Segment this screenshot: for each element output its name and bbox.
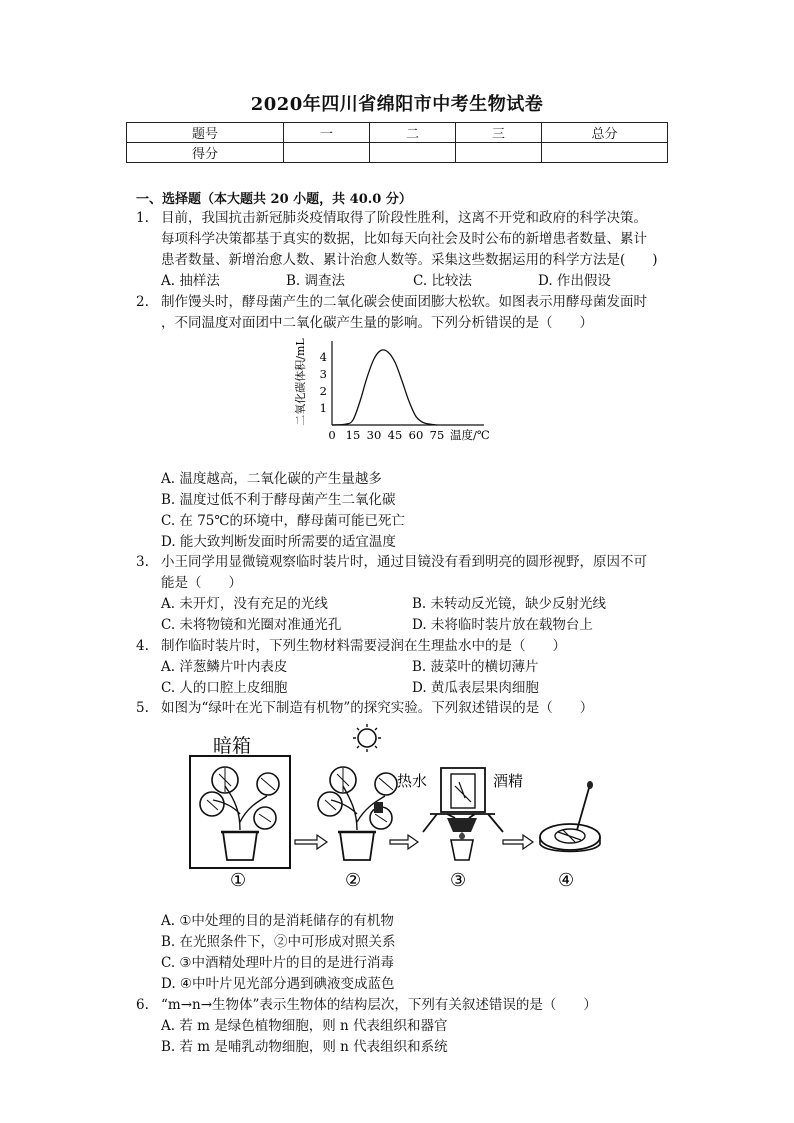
- alcohol-label: 酒精: [493, 772, 524, 790]
- option-c: C. 未将物镜和光圈对准通光孔: [161, 617, 342, 633]
- arrow-icon: [503, 835, 533, 849]
- co2-curve: [332, 350, 437, 425]
- score-table-score-row: [127, 143, 668, 163]
- score-cell: [284, 143, 370, 163]
- stem-line: 如图为“绿叶在光下制造有机物”的探究实验。下列叙述错误的是（ ）: [161, 700, 594, 716]
- stem-line: 每项科学决策都基于真实的数据，比如每天向社会及时公布的新增患者数量、累计: [161, 231, 647, 247]
- stem-line: 能是（ ）: [161, 575, 242, 591]
- score-header-cell: 总分: [542, 123, 668, 143]
- option-a: A. 洋葱鳞片叶内表皮: [161, 659, 288, 675]
- x-tick-label: 45: [387, 428, 403, 442]
- x-axis-label: 温度/℃: [450, 428, 490, 442]
- chart-axes: [332, 341, 484, 425]
- question-number: 6.: [136, 997, 149, 1013]
- plant-icon: [200, 767, 279, 830]
- hot-water-label: 热水: [397, 772, 428, 790]
- stem-line: “m→n→生物体”表示生物体的结构层次，下列有关叙述错误的是（ ）: [161, 997, 597, 1013]
- score-row-label: 得分: [127, 143, 284, 163]
- step-3-water-bath: [397, 768, 523, 860]
- stem-line: ，不同温度对面团中二氧化碳产生量的影响。下列分析错误的是（ ）: [161, 315, 593, 331]
- option-d: D. 未将临时装片放在载物台上: [412, 617, 593, 633]
- option-b: B. 调查法: [286, 273, 346, 289]
- option-a: A. 若 m 是绿色植物细胞，则 n 代表组织和器官: [161, 1018, 448, 1034]
- score-header-cell: 二: [370, 123, 456, 143]
- question-number: 3.: [136, 554, 149, 570]
- score-table: [126, 122, 668, 163]
- option-d: D. 作出假设: [538, 273, 611, 289]
- option-a: A. 未开灯，没有充足的光线: [161, 596, 328, 612]
- option-c: C. 人的口腔上皮细胞: [161, 680, 288, 696]
- question-number: 4.: [136, 638, 149, 654]
- asbestos-net-icon: [447, 818, 477, 832]
- question-stem: [161, 995, 671, 1016]
- step-1-dark-box: [190, 735, 290, 868]
- page-title: 2020年四川省绵阳市中考生物试卷: [250, 94, 544, 115]
- y-tick-label: 4: [319, 350, 327, 365]
- step-label: ③: [450, 870, 467, 891]
- chart-ticks: [320, 350, 445, 442]
- option-c: C. 在 75℃的环境中，酵母菌可能已死亡: [161, 513, 406, 529]
- score-table-header-row: [127, 123, 668, 143]
- question-stem: [161, 636, 671, 657]
- stem-line: 患者数量、新增治愈人数、累计治愈人数等。采集这些数据运用的科学方法是( ): [161, 252, 658, 268]
- photosynthesis-experiment-figure: [185, 722, 615, 892]
- arrow-icon: [295, 835, 327, 849]
- stem-line: 制作临时装片时，下列生物材料需要浸润在生理盐水中的是（ ）: [161, 638, 566, 654]
- option-a: A. 温度越高，二氧化碳的产生量越多: [161, 471, 382, 487]
- dark-box-label: 暗箱: [213, 735, 252, 757]
- pot-icon: [223, 832, 257, 860]
- question-stem: [161, 292, 671, 334]
- score-cell: [542, 143, 668, 163]
- option-b: B. 在光照条件下，②中可形成对照关系: [161, 934, 396, 950]
- sun-icon: [353, 724, 381, 752]
- question-stem: [161, 208, 671, 271]
- x-tick-label: 30: [366, 428, 382, 442]
- step-2-light: [318, 724, 397, 860]
- y-tick-label: 1: [319, 401, 327, 416]
- score-header-cell: 一: [284, 123, 370, 143]
- score-cell: [456, 143, 542, 163]
- stem-line: 小王同学用显微镜观察临时装片时，通过目镜没有看到明亮的圆形视野，原因不可: [161, 554, 647, 570]
- section-heading: 一、选择题（本大题共 20 小题，共 40.0 分）: [136, 192, 412, 207]
- option-b: B. 菠菜叶的横切薄片: [412, 659, 539, 675]
- x-tick-label: 0: [328, 428, 336, 442]
- y-tick-label: 3: [319, 367, 327, 382]
- question-number: 2.: [136, 294, 149, 310]
- step-label: ④: [558, 870, 575, 891]
- black-paper-icon: [374, 802, 383, 813]
- question-number: 5.: [136, 700, 149, 716]
- stem-line: 目前，我国抗击新冠肺炎疫情取得了阶段性胜利，这离不开党和政府的科学决策。: [161, 210, 647, 226]
- option-a: A. ①中处理的目的是消耗储存的有机物: [161, 913, 394, 929]
- question-number: 1.: [136, 210, 149, 226]
- option-b: B. 温度过低不利于酵母菌产生二氧化碳: [161, 492, 396, 508]
- alcohol-lamp-icon: [451, 840, 473, 860]
- option-b: B. 若 m 是哺乳动物细胞，则 n 代表组织和系统: [161, 1039, 448, 1055]
- y-tick-label: 2: [319, 384, 327, 399]
- option-c: C. ③中酒精处理叶片的目的是进行消毒: [161, 955, 395, 971]
- co2-temperature-chart: [290, 335, 500, 447]
- option-d: D. 能大致判断发面时所需要的适宜温度: [161, 534, 396, 550]
- x-tick-label: 75: [429, 428, 445, 442]
- score-cell: [370, 143, 456, 163]
- option-d: D. 黄瓜表层果肉细胞: [412, 680, 539, 696]
- option-c: C. 比较法: [413, 273, 472, 289]
- y-axis-label: 二氧化碳体积/mL: [294, 338, 307, 426]
- score-header-cell: 题号: [127, 123, 284, 143]
- option-a: A. 抽样法: [161, 273, 220, 289]
- score-header-cell: 三: [456, 123, 542, 143]
- x-tick-label: 60: [408, 428, 424, 442]
- stem-line: 制作馒头时，酵母菌产生的二氧化碳会使面团膨大松软。如图表示用酵母菌发面时: [161, 294, 647, 310]
- arrow-icon: [390, 835, 418, 849]
- question-stem: [161, 698, 671, 719]
- step-4-iodine-test: [540, 781, 600, 852]
- option-d: D. ④中叶片见光部分遇到碘液变成蓝色: [161, 976, 395, 992]
- step-label: ②: [345, 870, 362, 891]
- question-stem: [161, 552, 671, 594]
- dropper-icon: [577, 788, 589, 830]
- step-label: ①: [230, 870, 247, 891]
- option-b: B. 未转动反光镜，缺少反射光线: [412, 596, 607, 612]
- x-tick-label: 15: [345, 428, 361, 442]
